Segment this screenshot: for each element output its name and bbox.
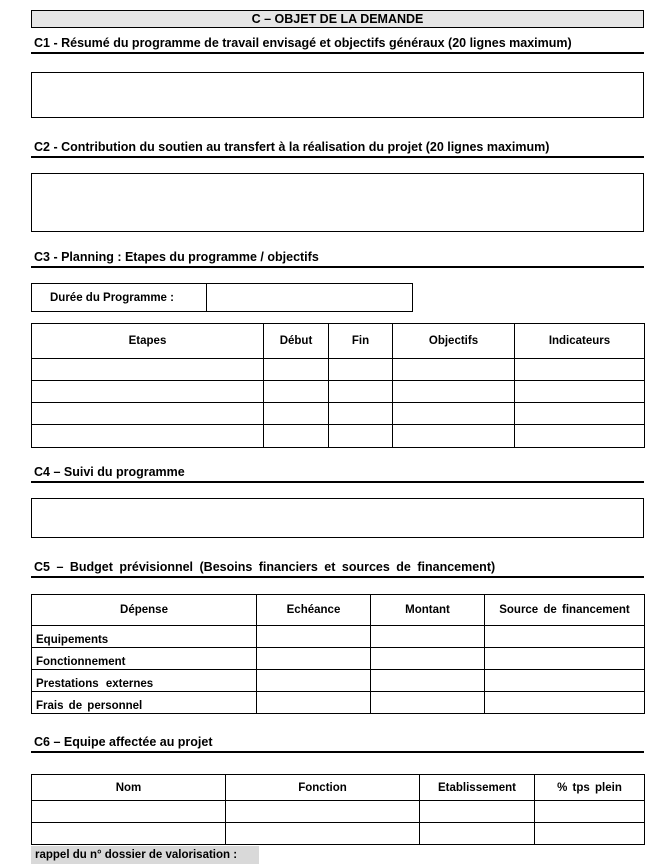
table-cell[interactable] <box>371 626 485 648</box>
table-cell[interactable] <box>329 403 393 425</box>
row-label-equipements: Equipements <box>32 626 257 648</box>
col-fin: Fin <box>329 324 393 359</box>
row-label-fonctionnement: Fonctionnement <box>32 648 257 670</box>
table-cell[interactable] <box>485 626 645 648</box>
col-nom: Nom <box>32 775 226 801</box>
table-cell[interactable] <box>371 648 485 670</box>
table-cell[interactable] <box>32 801 226 823</box>
table-cell[interactable] <box>32 359 264 381</box>
table-row <box>32 648 645 670</box>
table-cell[interactable] <box>329 425 393 448</box>
table-cell[interactable] <box>32 425 264 448</box>
table-cell[interactable] <box>515 425 645 448</box>
duree-input[interactable] <box>207 284 413 312</box>
table-cell[interactable] <box>535 801 645 823</box>
table-cell[interactable] <box>32 823 226 845</box>
c6-title: C6 – Equipe affectée au projet <box>34 735 213 749</box>
table-cell[interactable] <box>264 403 329 425</box>
table-cell[interactable] <box>515 381 645 403</box>
table-cell[interactable] <box>420 801 535 823</box>
budget-header-row <box>32 595 645 626</box>
c4-text-area[interactable] <box>31 498 644 538</box>
col-debut: Début <box>264 324 329 359</box>
planning-table <box>31 323 645 448</box>
table-row <box>32 425 645 448</box>
table-row <box>32 381 645 403</box>
c6-rule <box>31 751 644 753</box>
table-cell[interactable] <box>32 381 264 403</box>
table-cell[interactable] <box>32 403 264 425</box>
table-row <box>32 823 645 845</box>
col-objectifs: Objectifs <box>393 324 515 359</box>
rappel-dossier-label: rappel du n° dossier de valorisation : <box>31 846 259 864</box>
duree-table <box>31 283 413 312</box>
equipe-header-row <box>32 775 645 801</box>
row-label-prestations: Prestations externes <box>32 670 257 692</box>
table-cell[interactable] <box>329 359 393 381</box>
col-tps-plein: % tps plein <box>535 775 645 801</box>
table-row <box>32 359 645 381</box>
c2-rule <box>31 156 644 158</box>
col-echeance: Echéance <box>257 595 371 626</box>
table-cell[interactable] <box>535 823 645 845</box>
table-cell[interactable] <box>393 425 515 448</box>
col-indicateurs: Indicateurs <box>515 324 645 359</box>
table-row <box>32 626 645 648</box>
table-cell[interactable] <box>420 823 535 845</box>
section-header: C – OBJET DE LA DEMANDE <box>31 10 644 28</box>
table-cell[interactable] <box>393 359 515 381</box>
budget-table <box>31 594 645 714</box>
col-source-financement: Source de financement <box>485 595 645 626</box>
c4-title: C4 – Suivi du programme <box>34 465 185 479</box>
table-row <box>32 403 645 425</box>
table-cell[interactable] <box>393 403 515 425</box>
col-fonction: Fonction <box>226 775 420 801</box>
table-row <box>32 670 645 692</box>
col-depense: Dépense <box>32 595 257 626</box>
table-row <box>32 801 645 823</box>
c5-rule <box>31 576 644 578</box>
equipe-table <box>31 774 645 845</box>
col-montant: Montant <box>371 595 485 626</box>
c1-rule <box>31 52 644 54</box>
col-etapes: Etapes <box>32 324 264 359</box>
table-cell[interactable] <box>485 648 645 670</box>
table-cell[interactable] <box>515 359 645 381</box>
table-cell[interactable] <box>226 801 420 823</box>
table-row <box>32 692 645 714</box>
table-cell[interactable] <box>264 425 329 448</box>
table-cell[interactable] <box>393 381 515 403</box>
table-cell[interactable] <box>485 670 645 692</box>
table-cell[interactable] <box>257 670 371 692</box>
table-cell[interactable] <box>371 692 485 714</box>
c2-title: C2 - Contribution du soutien au transfert à la réalisation du projet (20 lignes maximum) <box>34 140 550 154</box>
c5-title: C5 – Budget prévisionnel (Besoins financiers et sources de financement) <box>34 560 496 574</box>
table-cell[interactable] <box>264 359 329 381</box>
c2-text-area[interactable] <box>31 173 644 232</box>
c3-rule <box>31 266 644 268</box>
table-cell[interactable] <box>257 626 371 648</box>
c4-rule <box>31 481 644 483</box>
table-cell[interactable] <box>264 381 329 403</box>
planning-header-row <box>32 324 645 359</box>
duree-label: Durée du Programme : <box>32 284 207 312</box>
row-label-personnel: Frais de personnel <box>32 692 257 714</box>
table-cell[interactable] <box>485 692 645 714</box>
table-cell[interactable] <box>515 403 645 425</box>
c3-title: C3 - Planning : Etapes du programme / objectifs <box>34 250 319 264</box>
table-cell[interactable] <box>226 823 420 845</box>
table-cell[interactable] <box>329 381 393 403</box>
table-cell[interactable] <box>257 648 371 670</box>
c1-text-area[interactable] <box>31 72 644 118</box>
col-etablissement: Etablissement <box>420 775 535 801</box>
table-cell[interactable] <box>371 670 485 692</box>
c1-title: C1 - Résumé du programme de travail envisagé et objectifs généraux (20 lignes maximum) <box>34 36 572 50</box>
table-cell[interactable] <box>257 692 371 714</box>
